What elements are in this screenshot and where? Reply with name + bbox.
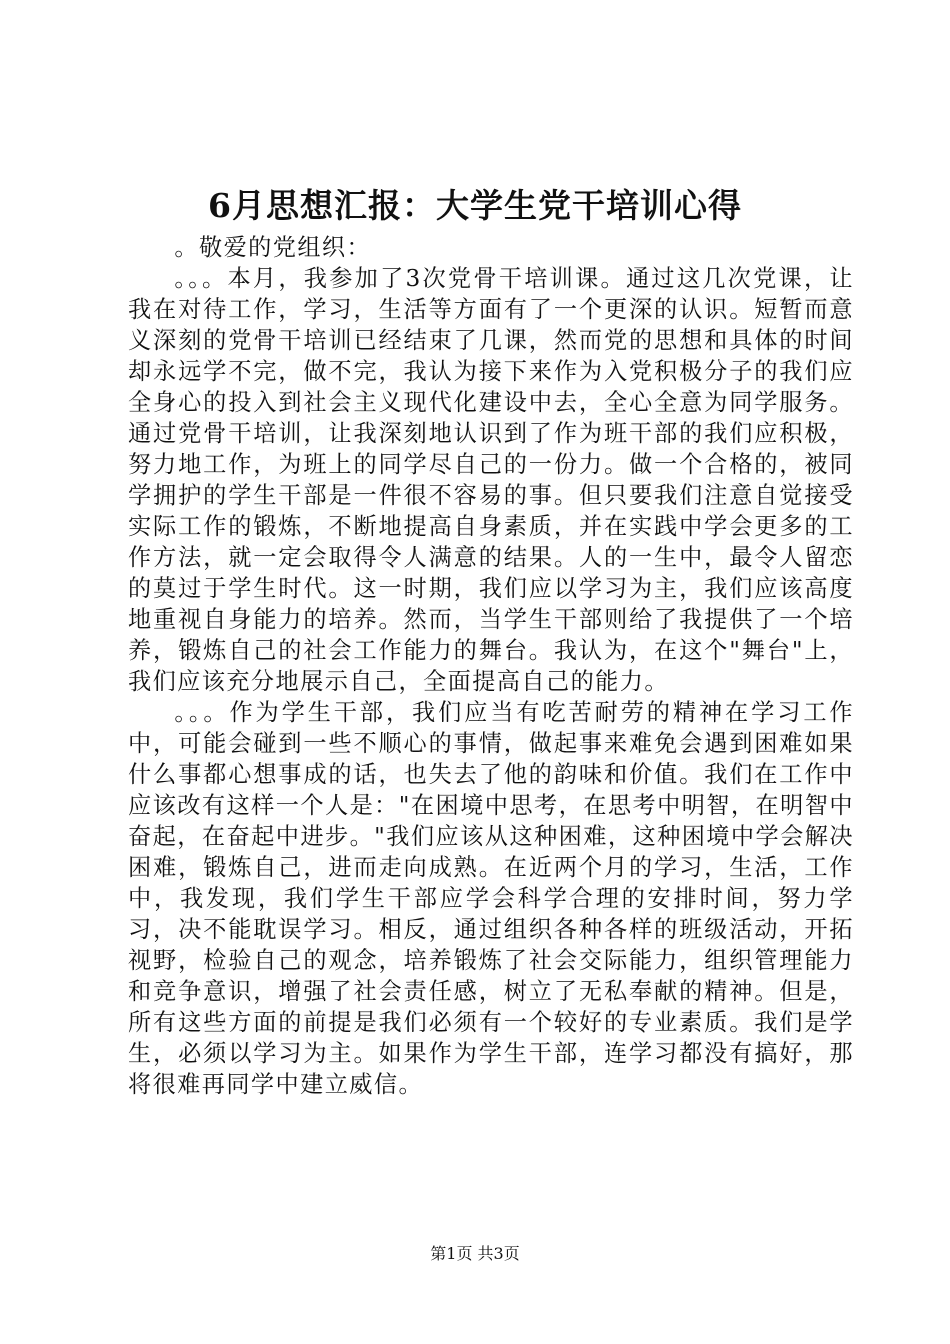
paragraph-2: 。。。作为学生干部，我们应当有吃苦耐劳的精神在学习工作中，可能会碰到一些不顺心的事情，做起事来难免会遇到困难如果什么事都心想事成的话，也失去了他的韵味和价值。我们在工作中应该改有这样一个人是："在困境中思考，在思考中明智，在明智中奋起，在奋起中进步。"我们应该从这种困难，这种困境中学会解决困难，锻炼自己，进而走向成熟。在近两个月的学习，生活，工作中，我发现，我们学生干部应学会科学合理的安排时间，努力学习，决不能耽误学习。相反，通过组织各种各样的班级活动，开拓视野，检验自己的观念，培养锻炼了社会交际能力，组织管理能力和竞争意识，增强了社会责任感，树立了无私奉献的精神。但是，所有这些方面的前提是我们必须有一个较好的专业素质。我们是学生，必须以学习为主。如果作为学生干部，连学习都没有搞好，那将很难再同学中建立威信。 — [128, 699, 854, 1098]
document-title: 6月思想汇报：大学生党干培训心得 — [208, 186, 742, 225]
document-body — [128, 232, 854, 1100]
paragraph-1: 。。。本月，我参加了3次党骨干培训课。通过这几次党课，让我在对待工作，学习，生活等方面有了一个更深的认识。短暂而意义深刻的党骨干培训已经结束了几课，然而党的思想和具体的时间却永远学不完，做不完，我认为接下来作为入党积极分子的我们应全身心的投入到社会主义现代化建设中去，全心全意为同学服务。通过党骨干培训，让我深刻地认识到了作为班干部的我们应积极，努力地工作，为班上的同学尽自己的一份力。做一个合格的，被同学拥护的学生干部是一件很不容易的事。但只要我们注意自觉接受实际工作的锻炼，不断地提高自身素质，并在实践中学会更多的工作方法，就一定会取得令人满意的结果。人的一生中，最令人留恋的莫过于学生时代。这一时期，我们应以学习为主，我们应该高度地重视自身能力的培养。然而，当学生干部则给了我提供了一个培养，锻炼自己的社会工作能力的舞台。我认为，在这个"舞台"上，我们应该充分地展示自己，全面提高自己的能力。 — [128, 265, 854, 695]
salutation: 。敬爱的党组织： — [174, 234, 372, 261]
page-footer: 第1页 共3页 — [430, 1244, 520, 1263]
